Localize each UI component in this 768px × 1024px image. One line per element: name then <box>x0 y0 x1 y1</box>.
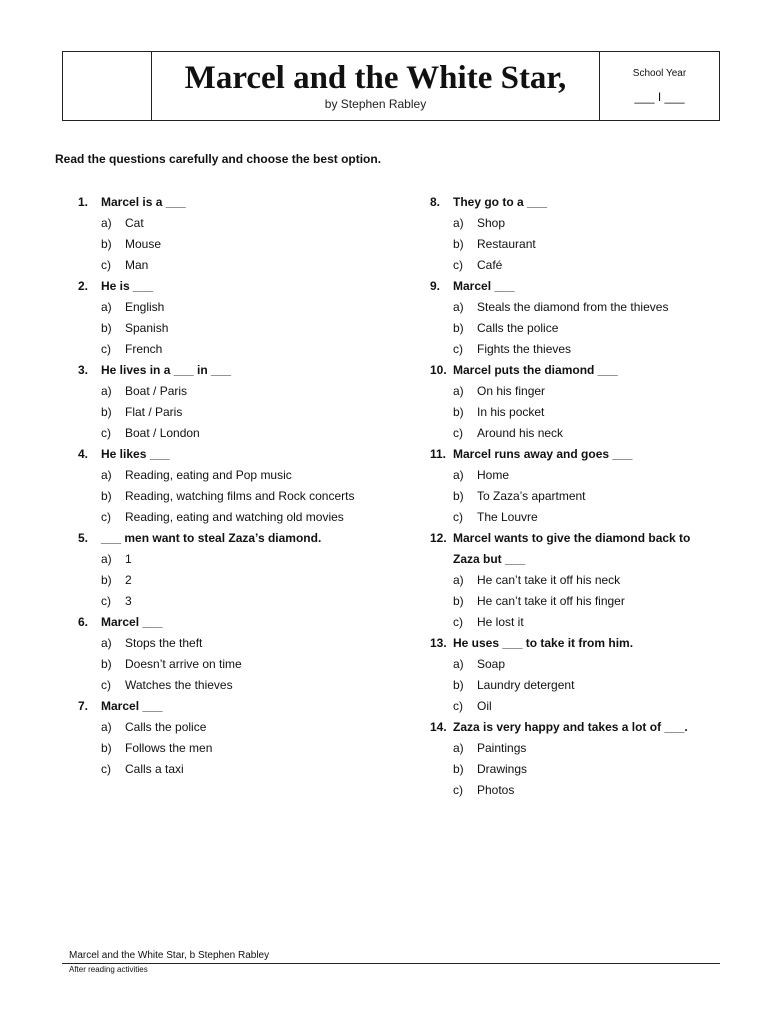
question <box>78 192 361 213</box>
question-number: 7. <box>78 699 89 713</box>
questions-left-column <box>78 192 361 780</box>
question <box>430 717 713 738</box>
answer-option <box>101 717 361 738</box>
question <box>78 612 361 633</box>
option-letter: c) <box>101 510 111 524</box>
option-text: 3 <box>125 594 132 608</box>
title-cell <box>152 52 600 120</box>
option-letter: b) <box>453 678 464 692</box>
question-number: 11. <box>430 447 447 461</box>
option-letter: a) <box>101 636 112 650</box>
option-text: Flat / Paris <box>125 405 183 419</box>
question-number: 10. <box>430 363 447 377</box>
option-text: Doesn’t arrive on time <box>125 657 242 671</box>
option-text: Spanish <box>125 321 169 335</box>
answer-option <box>101 339 361 360</box>
option-letter: b) <box>101 405 112 419</box>
questions-right-column <box>430 192 713 801</box>
option-text: To Zaza’s apartment <box>477 489 586 503</box>
option-text: Laundry detergent <box>477 678 575 692</box>
answer-option <box>453 234 713 255</box>
answer-option <box>101 423 361 444</box>
option-letter: b) <box>453 489 464 503</box>
answer-option <box>101 234 361 255</box>
option-letter: c) <box>453 615 463 629</box>
question-text: Marcel ___ <box>101 699 163 713</box>
option-letter: a) <box>453 657 464 671</box>
answer-option <box>453 213 713 234</box>
option-text: Stops the theft <box>125 636 203 650</box>
answer-option <box>101 759 361 780</box>
question-text: Marcel ___ <box>101 615 163 629</box>
school-year-value: ___ I ___ <box>634 90 685 104</box>
answer-option <box>101 738 361 759</box>
option-letter: c) <box>453 342 463 356</box>
option-letter: b) <box>453 237 464 251</box>
answer-option <box>453 696 713 717</box>
question-text: Marcel is a ___ <box>101 195 186 209</box>
option-text: He lost it <box>477 615 524 629</box>
answer-option <box>453 654 713 675</box>
question-text: Marcel wants to give the diamond back to Zaza but ___ <box>453 531 691 566</box>
document-title: Marcel and the White Star, <box>184 60 567 96</box>
option-text: Boat / Paris <box>125 384 188 398</box>
option-text: The Louvre <box>477 510 538 524</box>
option-letter: a) <box>101 384 112 398</box>
question <box>78 696 361 717</box>
question-text: Marcel puts the diamond ___ <box>453 363 618 377</box>
option-text: Calls the police <box>125 720 207 734</box>
answer-option <box>453 381 713 402</box>
answer-option <box>101 549 361 570</box>
option-text: He can’t take it off his neck <box>477 573 621 587</box>
footer-divider <box>62 963 720 964</box>
option-letter: c) <box>453 510 463 524</box>
answer-option <box>101 591 361 612</box>
option-letter: b) <box>453 321 464 335</box>
answer-option <box>453 738 713 759</box>
answer-option <box>453 759 713 780</box>
question <box>430 528 713 570</box>
option-text: Drawings <box>477 762 528 776</box>
answer-option <box>453 507 713 528</box>
question <box>78 528 361 549</box>
question-text: They go to a ___ <box>453 195 548 209</box>
answer-option <box>453 423 713 444</box>
option-text: 2 <box>125 573 132 587</box>
option-text: Café <box>477 258 503 272</box>
question-number: 9. <box>430 279 441 293</box>
option-letter: a) <box>453 573 464 587</box>
option-letter: c) <box>453 426 463 440</box>
answer-option <box>101 213 361 234</box>
answer-option <box>453 297 713 318</box>
option-text: Reading, eating and watching old movies <box>125 510 344 524</box>
answer-option <box>101 402 361 423</box>
answer-option <box>101 465 361 486</box>
answer-option <box>101 507 361 528</box>
option-letter: b) <box>453 762 464 776</box>
school-year-label: School Year <box>632 68 687 79</box>
option-letter: b) <box>101 321 112 335</box>
logo-cell <box>63 52 152 120</box>
footer-subtext: After reading activities <box>69 965 148 974</box>
question <box>430 444 713 465</box>
question-number: 4. <box>78 447 89 461</box>
answer-option <box>101 570 361 591</box>
option-letter: b) <box>453 594 464 608</box>
option-letter: a) <box>453 300 464 314</box>
option-text: He can’t take it off his finger <box>477 594 625 608</box>
option-text: Restaurant <box>477 237 536 251</box>
option-text: Around his neck <box>477 426 564 440</box>
answer-option <box>453 780 713 801</box>
question-number: 1. <box>78 195 89 209</box>
school-year-cell <box>600 52 719 120</box>
answer-option <box>453 612 713 633</box>
footer-text: Marcel and the White Star, b Stephen Rabley <box>69 950 270 961</box>
question-number: 6. <box>78 615 89 629</box>
question-number: 3. <box>78 363 89 377</box>
option-letter: c) <box>101 258 111 272</box>
question-number: 12. <box>430 531 447 545</box>
question-text: He likes ___ <box>101 447 170 461</box>
option-letter: c) <box>101 678 111 692</box>
answer-option <box>453 465 713 486</box>
question-number: 8. <box>430 195 441 209</box>
option-letter: a) <box>453 384 464 398</box>
question-number: 5. <box>78 531 89 545</box>
option-letter: a) <box>453 216 464 230</box>
option-text: Photos <box>477 783 515 797</box>
answer-option <box>453 255 713 276</box>
option-letter: a) <box>101 552 112 566</box>
option-text: English <box>125 300 165 314</box>
answer-option <box>101 654 361 675</box>
option-text: On his finger <box>477 384 546 398</box>
option-text: Steals the diamond from the thieves <box>477 300 669 314</box>
option-text: Man <box>125 258 149 272</box>
answer-option <box>453 675 713 696</box>
option-text: 1 <box>125 552 132 566</box>
question-text: He uses ___ to take it from him. <box>453 636 634 650</box>
question-number: 14. <box>430 720 447 734</box>
option-letter: c) <box>453 783 463 797</box>
question <box>78 276 361 297</box>
question <box>430 192 713 213</box>
option-letter: a) <box>101 720 112 734</box>
option-text: Shop <box>477 216 506 230</box>
option-letter: c) <box>453 699 463 713</box>
option-text: Home <box>477 468 510 482</box>
option-letter: b) <box>101 657 112 671</box>
answer-option <box>453 318 713 339</box>
answer-option <box>101 675 361 696</box>
question-text: Marcel runs away and goes ___ <box>453 447 633 461</box>
option-text: Oil <box>477 699 492 713</box>
option-letter: b) <box>101 741 112 755</box>
answer-option <box>453 402 713 423</box>
option-text: Reading, watching films and Rock concerts <box>125 489 355 503</box>
answer-option <box>101 486 361 507</box>
question-text: He lives in a ___ in ___ <box>101 363 232 377</box>
instructions: Read the questions carefully and choose the best option. <box>55 152 382 166</box>
option-letter: c) <box>101 594 111 608</box>
option-letter: c) <box>453 258 463 272</box>
option-text: Watches the thieves <box>125 678 233 692</box>
question <box>78 360 361 381</box>
question-number: 13. <box>430 636 447 650</box>
option-text: Cat <box>125 216 144 230</box>
question-text: ___ men want to steal Zaza’s diamond. <box>101 531 322 545</box>
answer-option <box>453 486 713 507</box>
option-letter: a) <box>101 468 112 482</box>
option-letter: a) <box>453 741 464 755</box>
option-text: Boat / London <box>125 426 200 440</box>
option-text: In his pocket <box>477 405 545 419</box>
option-text: Calls the police <box>477 321 559 335</box>
answer-option <box>453 339 713 360</box>
answer-option <box>101 633 361 654</box>
option-text: Mouse <box>125 237 162 251</box>
option-text: Paintings <box>477 741 527 755</box>
question-number: 2. <box>78 279 89 293</box>
question <box>430 633 713 654</box>
answer-option <box>453 591 713 612</box>
byline: by Stephen Rabley <box>324 97 427 111</box>
option-letter: a) <box>101 300 112 314</box>
question <box>430 360 713 381</box>
header-box <box>62 51 720 121</box>
option-letter: c) <box>101 426 111 440</box>
option-text: Follows the men <box>125 741 213 755</box>
question <box>430 276 713 297</box>
option-letter: a) <box>101 216 112 230</box>
answer-option <box>453 570 713 591</box>
option-letter: c) <box>101 762 111 776</box>
option-letter: b) <box>101 237 112 251</box>
option-text: Reading, eating and Pop music <box>125 468 292 482</box>
option-text: Fights the thieves <box>477 342 572 356</box>
option-text: French <box>125 342 163 356</box>
question-text: Zaza is very happy and takes a lot of ___. <box>453 720 688 734</box>
option-letter: b) <box>101 573 112 587</box>
option-text: Calls a taxi <box>125 762 184 776</box>
answer-option <box>101 255 361 276</box>
answer-option <box>101 381 361 402</box>
answer-option <box>101 318 361 339</box>
question-text: He is ___ <box>101 279 154 293</box>
question-text: Marcel ___ <box>453 279 515 293</box>
option-letter: c) <box>101 342 111 356</box>
question <box>78 444 361 465</box>
option-letter: b) <box>101 489 112 503</box>
option-letter: a) <box>453 468 464 482</box>
answer-option <box>101 297 361 318</box>
option-letter: b) <box>453 405 464 419</box>
option-text: Soap <box>477 657 506 671</box>
